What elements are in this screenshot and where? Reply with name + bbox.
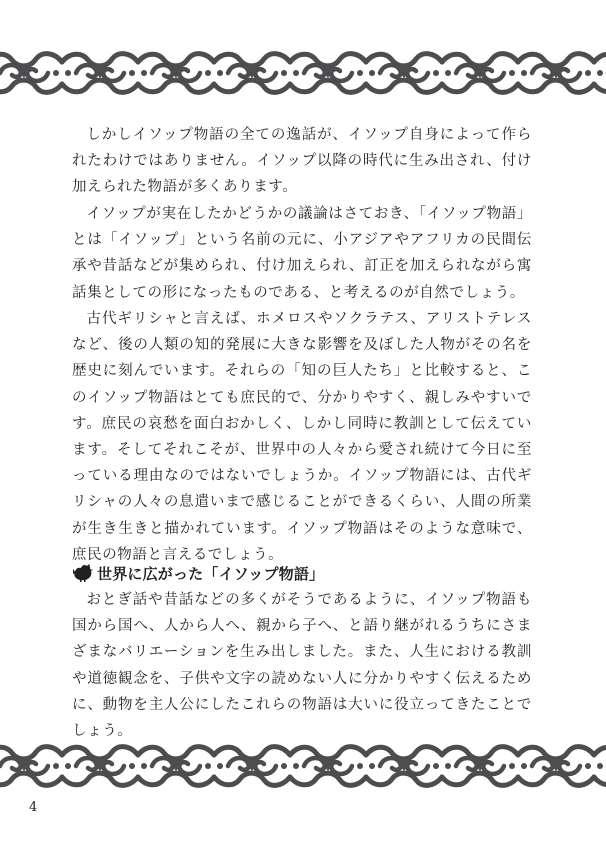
paragraph-3: 古代ギリシャと言えば、ホメロスやソクラテス、アリストテレスなど、後の人類の知的発展に大きな影響を及ぼした人物がその名を歴史に刻んでいます。それらの「知の巨人たち」と比較すると、このイソップ物語はとても庶民的で、分かりやすく、親しみやすいです。庶民の哀愁を面白おかしく、しかし同時に教訓として伝えています。そしてそれこそが、世界中の人々から愛され続けて今日に至っている理由なのではないでしょうか。イソップ物語には、古代ギリシャの人々の息遣いまで感じることができるくらい、人間の所業が生き生きと描かれています。イソップ物語はそのような意味で、庶民の物語と言えるでしょう。	[72, 311, 532, 563]
paragraph-1: しかしイソップ物語の全ての逸話が、イソップ自身によって作られたわけではありません。イソップ以降の時代に生み出され、付け加えられた物語が多くあります。	[72, 127, 532, 196]
section-heading	[72, 561, 324, 585]
top-ornamental-border	[0, 48, 606, 98]
hen-icon	[72, 563, 94, 583]
section-heading-text: 世界に広がった「イソップ物語」	[97, 564, 325, 583]
paragraph-4: おとぎ話や昔話などの多くがそうであるように、イソップ物語も国から国へ、人から人へ、親から子へ、と語り継がれるうちにさまざまなバリエーションを生み出しました。また、人生における教訓や道徳観念を、子供や文字の読めない人に分かりやすく伝えるために、動物を主人公にしたこれらの物語は大いに役立ってきたことでしょう。	[72, 592, 532, 740]
bottom-ornamental-border	[0, 741, 606, 791]
paragraph-2: イソップが実在したかどうかの議論はさておき、「イソップ物語」とは「イソップ」という名前の元に、小アジアやアフリカの民間伝承や昔話などが集められ、付け加えられ、訂正を加えられながら寓話集としての形になったものである、と考えるのが自然でしょう。	[72, 206, 532, 301]
page-number: 4	[29, 800, 38, 815]
